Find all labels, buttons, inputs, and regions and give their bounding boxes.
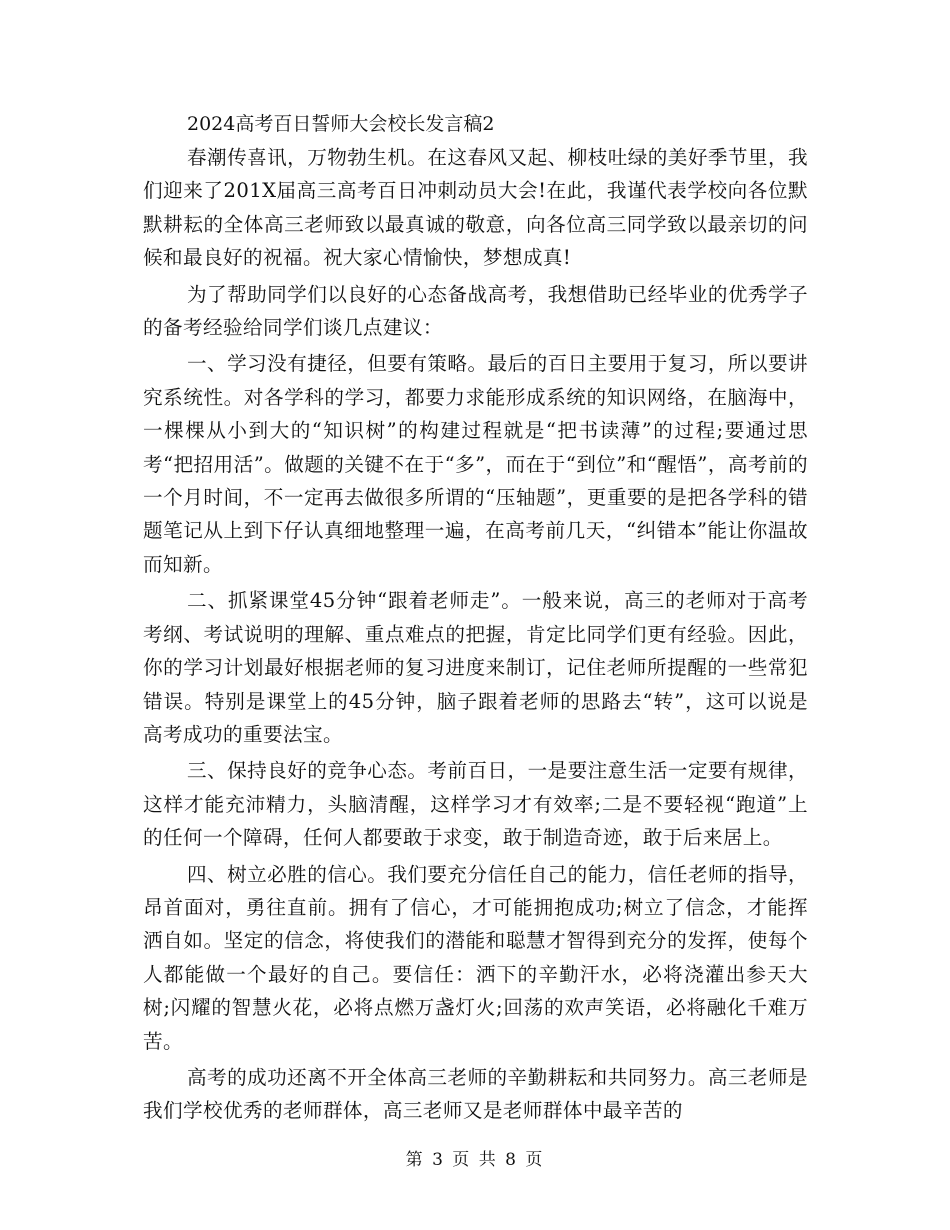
page-number-footer: 第 3 页 共 8 页 (405, 1150, 545, 1170)
document-title: 2024高考百日誓师大会校长发言稿2 (187, 113, 495, 135)
paragraph-teachers: 高考的成功还离不开全体高三老师的辛勤耕耘和共同努力。高三老师是我们学校优秀的老师群体，高三老师又是老师群体中最辛苦的 (143, 1065, 808, 1123)
paragraph-opening: 春潮传喜讯，万物勃生机。在这春风又起、柳枝吐绿的美好季节里，我们迎来了201X届高三高考百日冲刺动员大会!在此，我谨代表学校向各位默默耕耘的全体高三老师致以最真诚的敬意，向各位高三同学致以最亲切的问候和最良好的祝福。祝大家心情愉快，梦想成真! (143, 146, 808, 270)
paragraph-point-two: 二、抓紧课堂45分钟“跟着老师走”。一般来说，高三的老师对于高考考纲、考试说明的理解、重点难点的把握，肯定比同学们更有经验。因此，你的学习计划最好根据老师的复习进度来制订，记住老师所提醒的一些常犯错误。特别是课堂上的45分钟，脑子跟着老师的思路去“转”，这可以说是高考成功的重要法宝。 (143, 589, 808, 746)
document-body (143, 108, 808, 1128)
paragraph-point-four: 四、树立必胜的信心。我们要充分信任自己的能力，信任老师的指导，昂首面对，勇往直前。拥有了信心，才可能拥抱成功;树立了信念，才能挥洒自如。坚定的信念，将使我们的潜能和聪慧才智得到充分的发挥，使每个人都能做一个最好的自己。要信任：洒下的辛勤汗水，必将浇灌出参天大树;闪耀的智慧火花，必将点燃万盏灯火;回荡的欢声笑语，必将融化千难万苦。 (143, 862, 808, 1053)
paragraph-point-three: 三、保持良好的竞争心态。考前百日，一是要注意生活一定要有规律，这样才能充沛精力，头脑清醒，这样学习才有效率;二是不要轻视“跑道”上的任何一个障碍，任何人都要敢于求变，敢于制造奇迹，敢于后来居上。 (143, 759, 808, 850)
paragraph-advice-intro: 为了帮助同学们以良好的心态备战高考，我想借助已经毕业的优秀学子的备考经验给同学们谈几点建议： (143, 282, 808, 340)
paragraph-point-one: 一、学习没有捷径，但要有策略。最后的百日主要用于复习，所以要讲究系统性。对各学科的学习，都要力求能形成系统的知识网络，在脑海中，一棵棵从小到大的“知识树”的构建过程就是“把书读薄”的过程;要通过思考“把招用活”。做题的关键不在于“多”，而在于“到位”和“醒悟”，高考前的一个月时间，不一定再去做很多所谓的“压轴题”，更重要的是把各学科的错题笔记从上到下仔认真细地整理一遍，在高考前几天，“纠错本”能让你温故而知新。 (143, 352, 808, 576)
